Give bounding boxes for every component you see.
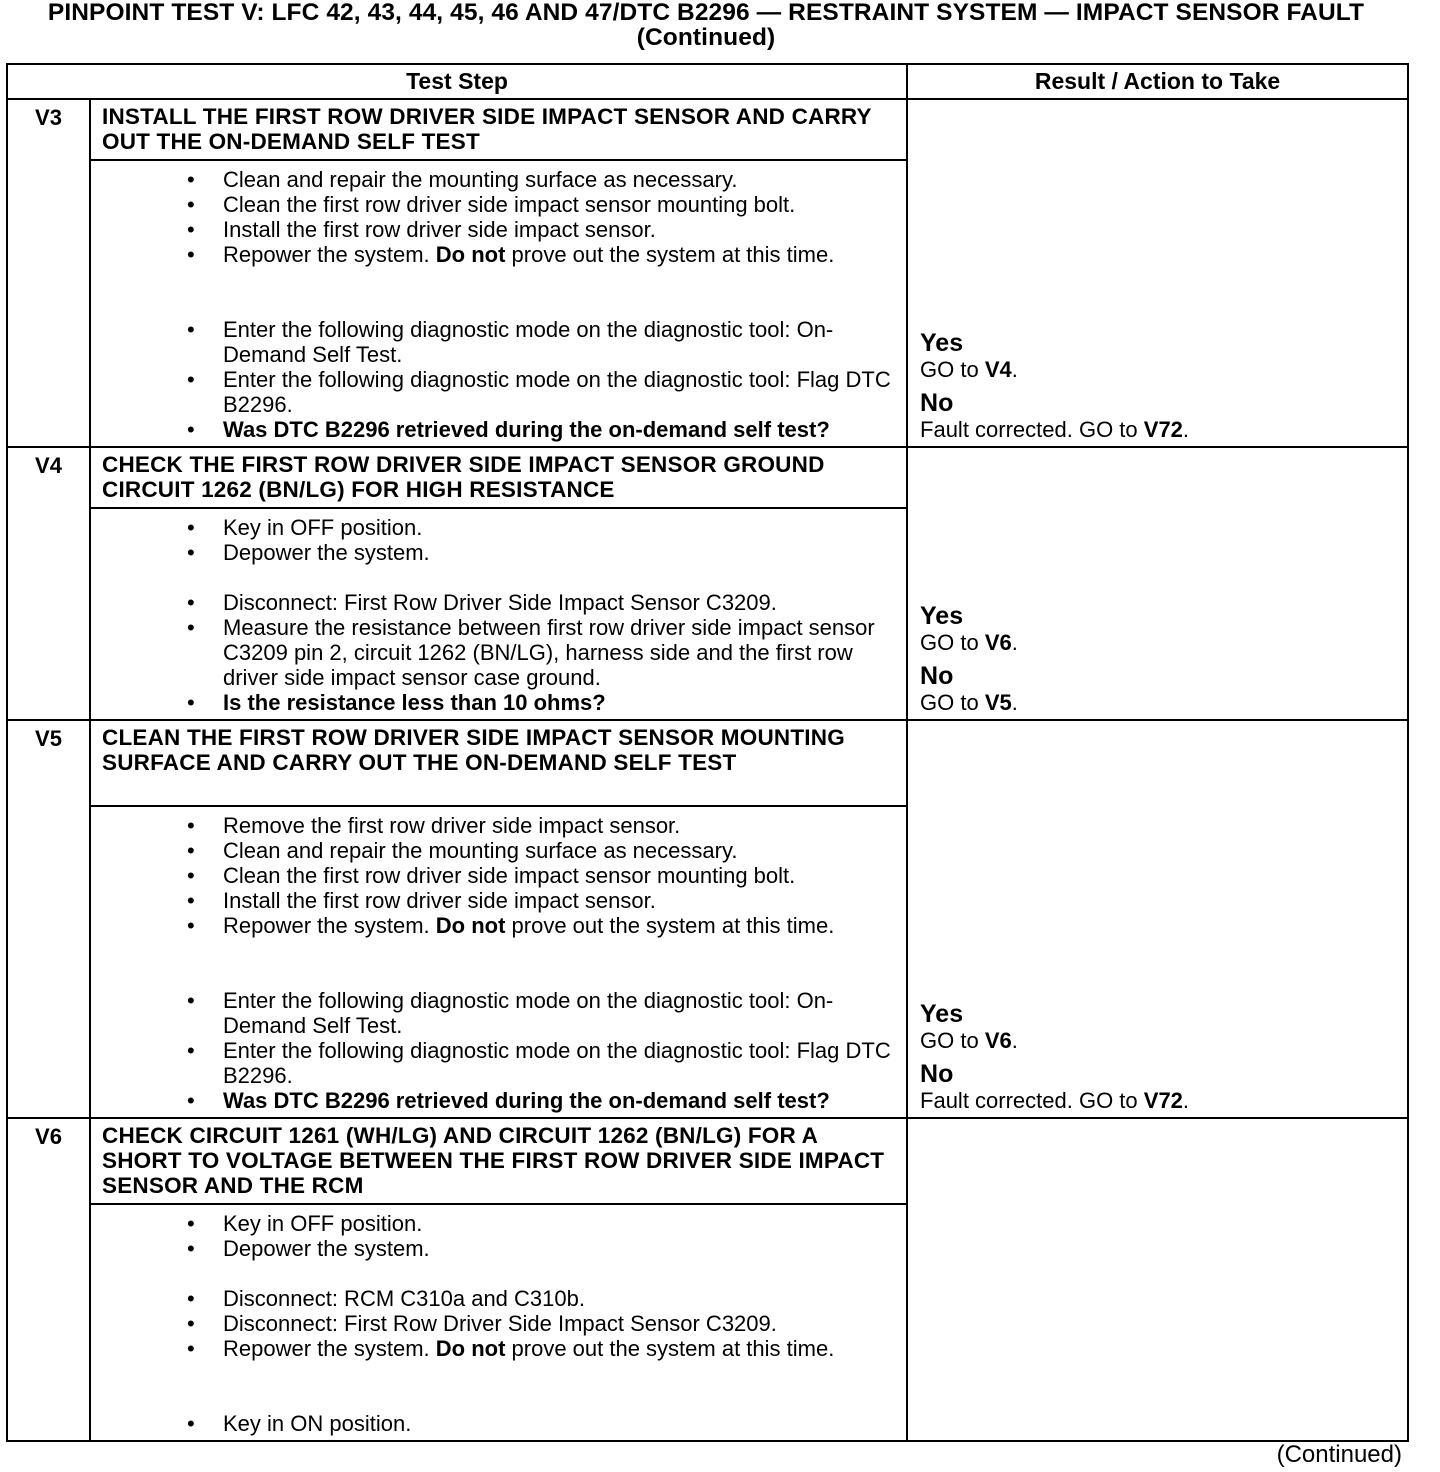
list-item: • Clean the first row driver side impact sensor mounting bolt. <box>187 192 796 217</box>
no-action: GO to V5. <box>920 690 1018 715</box>
step-body <box>90 508 907 720</box>
header-result: Result / Action to Take <box>907 64 1408 99</box>
list-item: • Disconnect: RCM C310a and C310b. <box>187 1286 585 1311</box>
list-item: • Install the first row driver side impact sensor. <box>187 217 656 242</box>
list-item: • Repower the system. Do not prove out the system at this time. <box>187 1336 835 1361</box>
list-item: • Depower the system. <box>187 540 430 565</box>
no-action: Fault corrected. GO to V72. <box>920 417 1190 442</box>
step-id: V3 <box>7 99 90 447</box>
list-item: • Install the first row driver side impact sensor. <box>187 888 656 913</box>
step-title: CHECK CIRCUIT 1261 (WH/LG) AND CIRCUIT 1262 (BN/LG) FOR A SHORT TO VOLTAGE BETWEEN THE FIRST ROW DRIVER SIDE IMPACT SENSOR AND THE RCM <box>90 1118 907 1204</box>
yes-label: Yes <box>920 329 964 357</box>
step-result <box>907 720 1408 1118</box>
yes-label: Yes <box>920 1000 964 1028</box>
pinpoint-test-table <box>6 63 1409 1442</box>
no-label: No <box>920 1060 954 1088</box>
step-title: CHECK THE FIRST ROW DRIVER SIDE IMPACT SENSOR GROUND CIRCUIT 1262 (BN/LG) FOR HIGH RESISTANCE <box>90 447 907 508</box>
list-item: • Key in OFF position. <box>187 515 423 540</box>
step-id: V6 <box>7 1118 90 1441</box>
step-body <box>90 160 907 447</box>
list-item: • Enter the following diagnostic mode on the diagnostic tool: Flag DTC B2296. <box>187 1038 891 1088</box>
step-v3-title-row <box>7 99 1408 160</box>
step-v4-title-row <box>7 447 1408 508</box>
step-v5-title-row <box>7 720 1408 806</box>
list-item: • Disconnect: First Row Driver Side Impact Sensor C3209. <box>187 1311 777 1336</box>
list-item: • Was DTC B2296 retrieved during the on-demand self test? <box>187 417 830 442</box>
list-item: • Enter the following diagnostic mode on the diagnostic tool: Flag DTC B2296. <box>187 367 891 417</box>
step-body <box>90 806 907 1118</box>
list-item: • Disconnect: First Row Driver Side Impact Sensor C3209. <box>187 590 777 615</box>
list-item: • Depower the system. <box>187 1236 430 1261</box>
list-item: • Clean the first row driver side impact sensor mounting bolt. <box>187 863 796 888</box>
table-header-row <box>7 64 1408 99</box>
list-item: • Remove the first row driver side impact sensor. <box>187 813 681 838</box>
list-item: • Repower the system. Do not prove out the system at this time. <box>187 242 835 267</box>
step-result <box>907 1118 1408 1441</box>
list-item: • Clean and repair the mounting surface as necessary. <box>187 167 738 192</box>
step-title: CLEAN THE FIRST ROW DRIVER SIDE IMPACT SENSOR MOUNTING SURFACE AND CARRY OUT THE ON-DEMAND SELF TEST <box>90 720 907 806</box>
no-label: No <box>920 662 954 690</box>
yes-action: GO to V4. <box>920 357 1018 382</box>
list-item: • Measure the resistance between first row driver side impact sensor C3209 pin 2, circuit 1262 (BN/LG), harness side and the first row driver side impact sensor case ground. <box>187 615 875 690</box>
no-action: Fault corrected. GO to V72. <box>920 1088 1190 1113</box>
list-item: • Key in ON position. <box>187 1411 412 1436</box>
step-v6-title-row <box>7 1118 1408 1204</box>
list-item: • Enter the following diagnostic mode on the diagnostic tool: On-Demand Self Test. <box>187 988 834 1038</box>
step-title: INSTALL THE FIRST ROW DRIVER SIDE IMPACT SENSOR AND CARRY OUT THE ON-DEMAND SELF TEST <box>90 99 907 160</box>
yes-action: GO to V6. <box>920 1028 1018 1053</box>
no-label: No <box>920 389 954 417</box>
step-result <box>907 447 1408 720</box>
page-title: PINPOINT TEST V: LFC 42, 43, 44, 45, 46 AND 47/DTC B2296 — RESTRAINT SYSTEM — IMPACT SENSOR FAULT (Continued) <box>47 0 1365 51</box>
yes-label: Yes <box>920 602 964 630</box>
yes-action: GO to V6. <box>920 630 1018 655</box>
list-item: • Repower the system. Do not prove out the system at this time. <box>187 913 835 938</box>
header-test-step: Test Step <box>7 64 907 99</box>
step-result <box>907 99 1408 447</box>
list-item: • Enter the following diagnostic mode on the diagnostic tool: On-Demand Self Test. <box>187 317 834 367</box>
list-item: • Clean and repair the mounting surface as necessary. <box>187 838 738 863</box>
list-item: • Is the resistance less than 10 ohms? <box>187 690 606 715</box>
list-item: • Key in OFF position. <box>187 1211 423 1236</box>
step-body <box>90 1204 907 1441</box>
step-id: V4 <box>7 447 90 720</box>
continued-note: (Continued) <box>1276 1441 1402 1468</box>
list-item: • Was DTC B2296 retrieved during the on-demand self test? <box>187 1088 830 1113</box>
step-id: V5 <box>7 720 90 1118</box>
